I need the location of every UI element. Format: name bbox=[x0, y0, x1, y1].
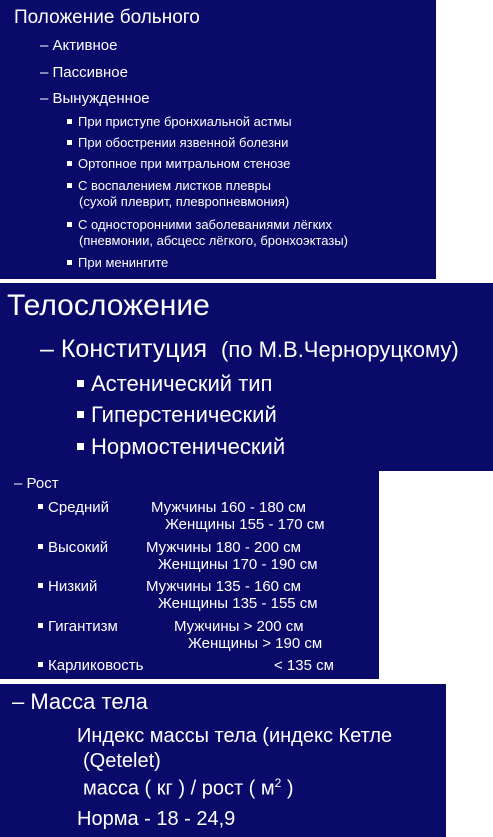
row-label: Средний bbox=[38, 499, 109, 516]
square-bullet-icon bbox=[77, 380, 84, 387]
list-item-forced: – Вынужденное bbox=[40, 90, 150, 107]
men-range: Мужчины 160 - 180 см bbox=[151, 499, 306, 516]
list-item-active: – Активное bbox=[40, 37, 118, 54]
slide-height bbox=[0, 471, 379, 679]
row-label: Высокий bbox=[38, 539, 108, 556]
bmi-line: Индекс массы тела (индекс Кетле bbox=[77, 725, 393, 747]
square-bullet-icon bbox=[38, 623, 43, 628]
row-label: Гигантизм bbox=[38, 618, 118, 635]
slide-patient-position bbox=[0, 0, 436, 279]
men-range: Мужчины > 200 см bbox=[174, 618, 304, 635]
slide-title: – Масса тела bbox=[12, 689, 148, 714]
women-range: Женщины 170 - 190 см bbox=[158, 556, 318, 573]
list-item-passive: – Пассивное bbox=[40, 64, 128, 81]
square-bullet-icon bbox=[77, 443, 84, 450]
slide-title: Положение больного bbox=[14, 7, 200, 28]
sub-item: При менингите bbox=[67, 255, 168, 270]
men-range: Мужчины 180 - 200 см bbox=[146, 539, 301, 556]
sub-item: С односторонними заболеваниями лёгких bbox=[67, 217, 332, 232]
square-bullet-icon bbox=[77, 411, 84, 418]
sub-item: Ортопное при митральном стенозе bbox=[67, 156, 290, 171]
women-range: Женщины > 190 см bbox=[188, 635, 323, 652]
sub-item: При приступе бронхиальной астмы bbox=[67, 114, 292, 129]
list-item: Астенический тип bbox=[77, 371, 272, 397]
slide-body-mass bbox=[0, 684, 446, 837]
row-label: Низкий bbox=[38, 578, 97, 595]
list-item: Нормостенический bbox=[77, 434, 285, 460]
square-bullet-icon bbox=[38, 662, 43, 667]
women-range: Женщины 135 - 155 см bbox=[158, 595, 318, 612]
men-range: < 135 см bbox=[274, 657, 334, 674]
sub-item: С воспалением листков плевры bbox=[67, 178, 271, 193]
slide-body-type bbox=[0, 283, 493, 471]
square-bullet-icon bbox=[67, 140, 72, 145]
square-bullet-icon bbox=[67, 260, 72, 265]
women-range: Женщины 155 - 170 см bbox=[165, 516, 325, 533]
men-range: Мужчины 135 - 160 см bbox=[146, 578, 301, 595]
constitution-heading: – Конституция (по М.В.Черноруцкому) bbox=[40, 335, 459, 363]
square-bullet-icon bbox=[38, 544, 43, 549]
square-bullet-icon bbox=[67, 222, 72, 227]
bmi-norm: Норма - 18 - 24,9 bbox=[77, 808, 236, 830]
row-label: Карликовость bbox=[38, 657, 143, 674]
sub-item-continuation: (пневмонии, абсцесс лёгкого, бронхоэктазы) bbox=[79, 233, 348, 248]
square-bullet-icon bbox=[67, 119, 72, 124]
square-bullet-icon bbox=[38, 583, 43, 588]
sub-item: При обострении язвенной болезни bbox=[67, 135, 288, 150]
square-bullet-icon bbox=[67, 183, 72, 188]
slide-title: – Рост bbox=[14, 475, 59, 492]
list-item: Гиперстенический bbox=[77, 402, 277, 428]
square-bullet-icon bbox=[38, 504, 43, 509]
bmi-line: (Qetelet) bbox=[83, 750, 161, 772]
bmi-formula: масса ( кг ) / рост ( $м^2$ ) bbox=[83, 776, 294, 800]
sub-item-continuation: (сухой плеврит, плевропневмония) bbox=[79, 194, 290, 209]
slide-title: Телосложение bbox=[7, 289, 210, 322]
square-bullet-icon bbox=[67, 161, 72, 166]
